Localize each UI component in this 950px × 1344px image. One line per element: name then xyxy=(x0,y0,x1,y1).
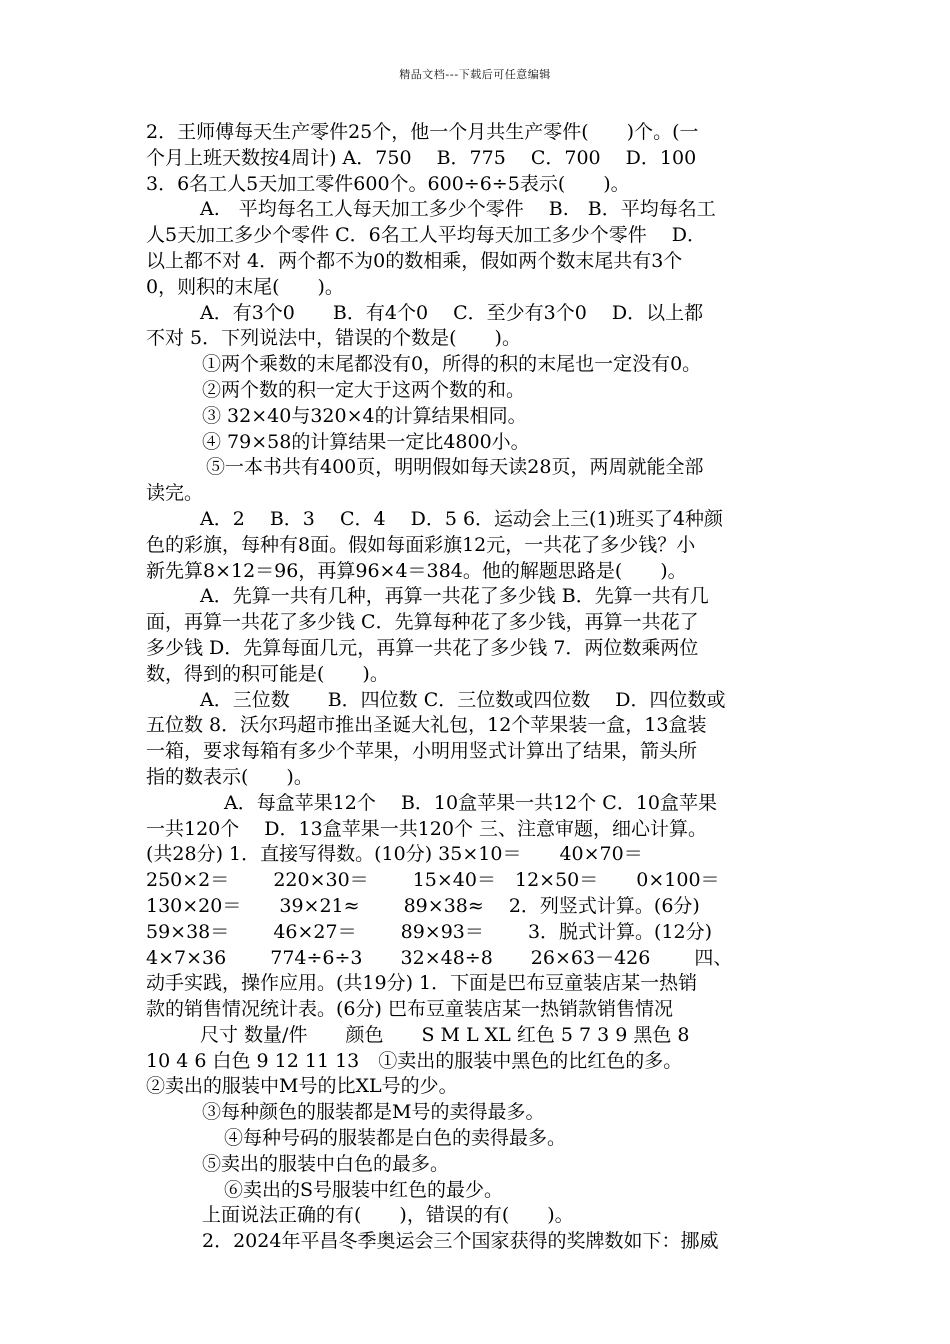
text-line: 尺寸 数量/件 颜色 S M L XL 红色 5 7 3 9 黑色 8 xyxy=(200,1023,690,1046)
text-line: 2．王师傅每天生产零件25个，他一个月共生产零件( )个。(一 xyxy=(146,121,699,143)
text-line: 多少钱 D．先算每面几元，再算一共花了多少钱 7．两位数乘两位 xyxy=(146,636,699,659)
text-line: 人5天加工多少个零件 C．6名工人平均每天加工多少个零件 D． xyxy=(146,224,707,247)
text-line: 新先算8×12＝96，再算96×4＝384。他的解题思路是( )。 xyxy=(146,559,687,582)
text-line: 上面说法正确的有( )，错误的有( )。 xyxy=(202,1204,574,1227)
text-line: ⑥卖出的S号服装中红色的最少。 xyxy=(224,1178,504,1201)
text-line: ②两个数的积一定大于这两个数的和。 xyxy=(202,378,526,401)
text-line: 面，再算一共花了多少钱 C．先算每种花了多少钱，再算一共花了 xyxy=(146,611,699,634)
text-line: ⑤一本书共有400页，明明假如每天读28页，两周就能全部 xyxy=(206,456,704,479)
text-line: 数，得到的积可能是( )。 xyxy=(146,662,389,685)
text-line: 指的数表示( )。 xyxy=(146,765,313,788)
text-line: 4×7×36 774÷6÷3 32×48÷8 26×63－426 四、 xyxy=(146,946,733,969)
text-line: ①两个乘数的末尾都没有0，所得的积的末尾也一定没有0。 xyxy=(202,353,702,376)
text-line: ⑤卖出的服装中白色的最多。 xyxy=(202,1152,450,1175)
text-line: A．每盒苹果12个 B．10盒苹果一共12个 C．10盒苹果 xyxy=(224,791,718,814)
text-line: A．先算一共有几种，再算一共花了多少钱 B．先算一共有几 xyxy=(200,585,709,608)
page-header: 精品文档---下载后可任意编辑 xyxy=(399,68,551,81)
text-line: 个月上班天数按4周计) A．750 B．775 C．700 D．100 xyxy=(146,146,697,169)
text-line: 以上都不对 4．两个都不为0的数相乘，假如两个数末尾共有3个 xyxy=(146,249,683,272)
text-line: A．有3个0 B．有4个0 C．至少有3个0 D．以上都 xyxy=(200,301,704,324)
text-line: 59×38＝ 46×27＝ 89×93＝ 3．脱式计算。(12分) xyxy=(146,920,713,943)
text-line: 130×20＝ 39×21≈ 89×38≈ 2．列竖式计算。(6分) xyxy=(146,894,700,917)
text-line: A．三位数 B．四位数 C．三位数或四位数 D．四位数或 xyxy=(200,688,726,711)
text-line: 250×2＝ 220×30＝ 15×40＝ 12×50＝ 0×100＝ xyxy=(146,869,720,892)
text-line: 款的销售情况统计表。(6分) 巴布豆童装店某一热销款销售情况 xyxy=(146,998,673,1021)
text-line: A. 平均每名工人每天加工多少个零件 B. B．平均每名工 xyxy=(200,198,716,221)
text-line: 10 4 6 白色 9 12 11 13 ①卖出的服装中黑色的比红色的多。 xyxy=(146,1049,683,1072)
text-line: 色的彩旗，每种有8面。假如每面彩旗12元，一共花了多少钱？小 xyxy=(146,533,696,556)
text-line: 读完。 xyxy=(146,482,204,505)
text-line: 0，则积的末尾( )。 xyxy=(146,275,344,298)
text-line: 动手实践，操作应用。(共19分) 1．下面是巴布豆童装店某一热销 xyxy=(146,972,698,995)
text-line: ③ 32×40与320×4的计算结果相同。 xyxy=(202,404,527,427)
text-line: ③每种颜色的服装都是M号的卖得最多。 xyxy=(202,1101,545,1124)
text-line: (共28分) 1．直接写得数。(10分) 35×10＝ 40×70＝ xyxy=(146,843,643,866)
text-line: ④每种号码的服装都是白色的卖得最多。 xyxy=(224,1127,567,1150)
text-line: A．2 B．3 C．4 D．5 6．运动会上三(1)班买了4种颜 xyxy=(200,507,724,530)
text-line: 一箱，要求每箱有多少个苹果，小明用竖式计算出了结果，箭头所 xyxy=(146,740,698,763)
text-line: 一共120个 D．13盒苹果一共120个 三、注意审题，细心计算。 xyxy=(146,817,708,840)
text-line: 2．2024年平昌冬季奥运会三个国家获得的奖牌数如下：挪威 xyxy=(202,1230,719,1253)
text-line: 3．6名工人5天加工零件600个。600÷6÷5表示( )。 xyxy=(146,172,630,195)
text-line: ②卖出的服装中M号的比XL号的少。 xyxy=(146,1075,458,1098)
text-line: ④ 79×58的计算结果一定比4800小。 xyxy=(202,430,530,453)
document-body xyxy=(146,120,810,1255)
text-line: 不对 5．下列说法中，错误的个数是( )。 xyxy=(146,327,521,350)
text-line: 五位数 8．沃尔玛超市推出圣诞大礼包，12个苹果装一盒，13盒装 xyxy=(146,714,707,737)
